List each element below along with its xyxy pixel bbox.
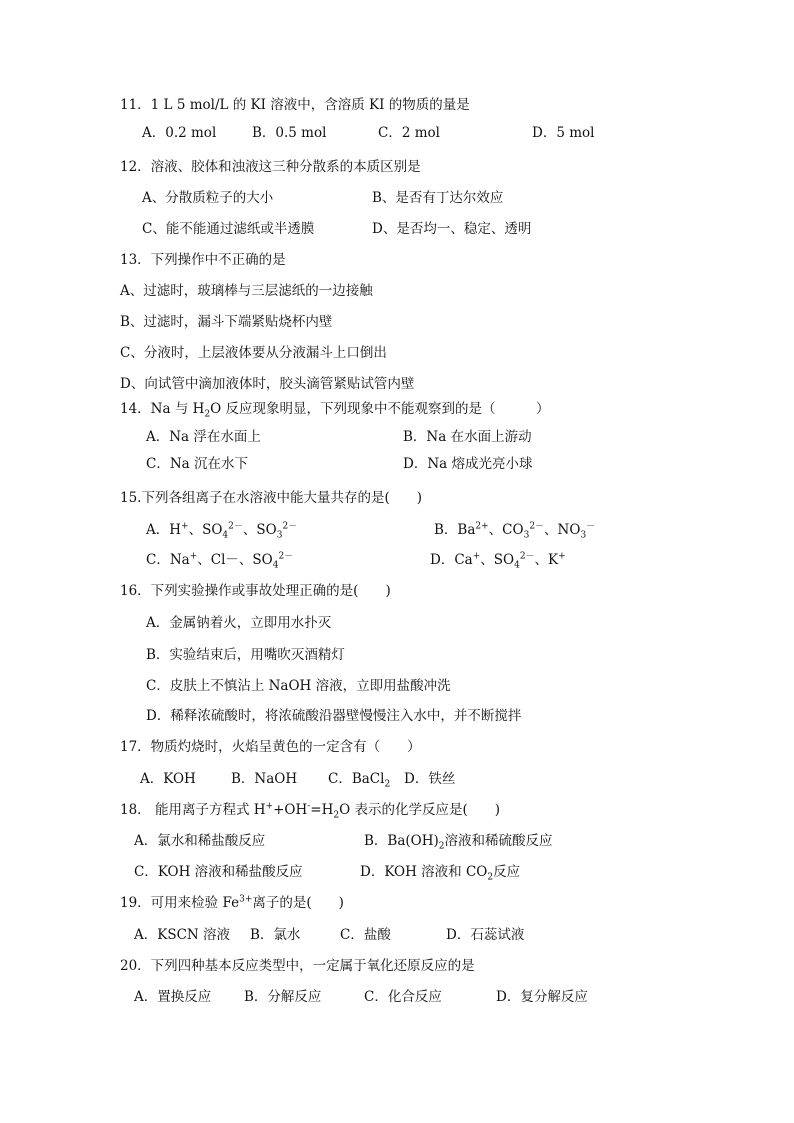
question-20-stem: 20．下列四种基本反应类型中，一定属于氧化还原反应的是 bbox=[120, 958, 475, 974]
question-16-option-c: C．皮肤上不慎沾上 NaOH 溶液，立即用盐酸冲洗 bbox=[146, 678, 451, 694]
question-13-option-d: D、向试管中滴加液体时，胶头滴管紧贴试管内壁 bbox=[120, 376, 415, 392]
question-12-stem: 12．溶液、胶体和浊液这三种分散系的本质区别是 bbox=[120, 159, 421, 175]
question-13-option-a: A、过滤时，玻璃棒与三层滤纸的一边接触 bbox=[120, 283, 373, 299]
question-16-option-a: A．金属钠着火，立即用水扑灭 bbox=[146, 615, 332, 631]
question-16-stem: 16．下列实验操作或事故处理正确的是( ) bbox=[120, 583, 391, 599]
question-20-option-a: A．置换反应 bbox=[134, 989, 212, 1005]
question-20-option-d: D．复分解反应 bbox=[496, 989, 588, 1005]
question-16-option-d: D．稀释浓硫酸时，将浓硫酸沿器壁慢慢注入水中，并不断搅拌 bbox=[146, 708, 522, 724]
question-19-option-c: C．盐酸 bbox=[340, 927, 391, 943]
question-11-option-c: C．2 mol bbox=[378, 125, 440, 141]
question-17-option-c: C．BaCl$_2$ bbox=[328, 771, 391, 790]
question-15-option-c: C．Na+、Cl－、$SO_4^{2-}$ bbox=[146, 551, 294, 571]
question-17-option-d: D．铁丝 bbox=[404, 771, 456, 787]
question-14-option-a: A．Na 浮在水面上 bbox=[146, 429, 261, 445]
question-19-option-b: B．氯水 bbox=[250, 927, 301, 943]
question-18-option-c: C．KOH 溶液和稀盐酸反应 bbox=[134, 864, 303, 880]
question-11-option-a: A．0.2 mol bbox=[142, 125, 217, 141]
question-12-option-b: B、是否有丁达尔效应 bbox=[372, 190, 504, 206]
question-14-option-c: C．Na 沉在水下 bbox=[146, 456, 248, 472]
question-15-stem: 15.下列各组离子在水溶液中能大量共存的是( ) bbox=[120, 490, 423, 506]
question-18-stem: 18． 能用离子方程式 $H^++OH^-=H_2O$ 表示的化学反应是( ) bbox=[120, 801, 501, 821]
question-12-option-a: A、分散质粒子的大小 bbox=[142, 190, 274, 206]
question-11-stem: 11．1 L 5 mol/L 的 KI 溶液中，含溶质 KI 的物质的量是 bbox=[120, 97, 470, 113]
question-11-option-d: D．5 mol bbox=[532, 125, 595, 141]
question-11-option-b: B．0.5 mol bbox=[252, 125, 327, 141]
question-19-option-d: D．石蕊试液 bbox=[446, 927, 525, 943]
question-13-stem: 13．下列操作中不正确的是 bbox=[120, 252, 286, 268]
question-17-stem: 17．物质灼烧时，火焰呈黄色的一定含有（ ） bbox=[120, 739, 421, 755]
question-15-option-a: A．H+、$SO_4^{2-}$、$SO_3^{2-}$ bbox=[146, 521, 298, 541]
question-14-option-b: B．Na 在水面上游动 bbox=[403, 429, 532, 445]
question-17-option-b: B．NaOH bbox=[231, 771, 298, 787]
question-16-option-b: B．实验结束后，用嘴吹灭酒精灯 bbox=[146, 647, 345, 663]
question-14-option-d: D．Na 熔成光亮小球 bbox=[403, 456, 533, 472]
question-18-option-b: B．$Ba(OH)_2$溶液和稀硫酸反应 bbox=[364, 833, 553, 852]
question-19-stem: 19．可用来检验 $Fe^{3+}$离子的是( ) bbox=[120, 894, 344, 911]
question-20-option-c: C．化合反应 bbox=[364, 989, 442, 1005]
question-19-option-a: A．KSCN 溶液 bbox=[134, 927, 231, 943]
question-13-option-b: B、过滤时，漏斗下端紧贴烧杯内壁 bbox=[120, 314, 333, 330]
question-20-option-b: B．分解反应 bbox=[244, 989, 322, 1005]
question-12-option-c: C、能不能通过滤纸或半透膜 bbox=[142, 221, 315, 237]
question-14-stem: 14．Na 与 $H_2O$ 反应现象明显，下列现象中不能观察到的是（ ） bbox=[120, 401, 550, 420]
question-17-option-a: A．KOH bbox=[140, 771, 196, 787]
question-12-option-d: D、是否均一、稳定、透明 bbox=[372, 221, 532, 237]
question-18-option-a: A．氯水和稀盐酸反应 bbox=[134, 833, 266, 849]
question-18-option-d: D．KOH 溶液和 $CO_2$反应 bbox=[360, 864, 521, 883]
question-13-option-c: C、分液时，上层液体要从分液漏斗上口倒出 bbox=[120, 345, 387, 361]
question-15-option-b: B．$Ba^{2+}$、$CO_3^{2-}$、$NO_3^-$ bbox=[434, 521, 596, 541]
question-15-option-d: D．Ca+、$SO_4^{2-}$、K+ bbox=[430, 551, 566, 571]
